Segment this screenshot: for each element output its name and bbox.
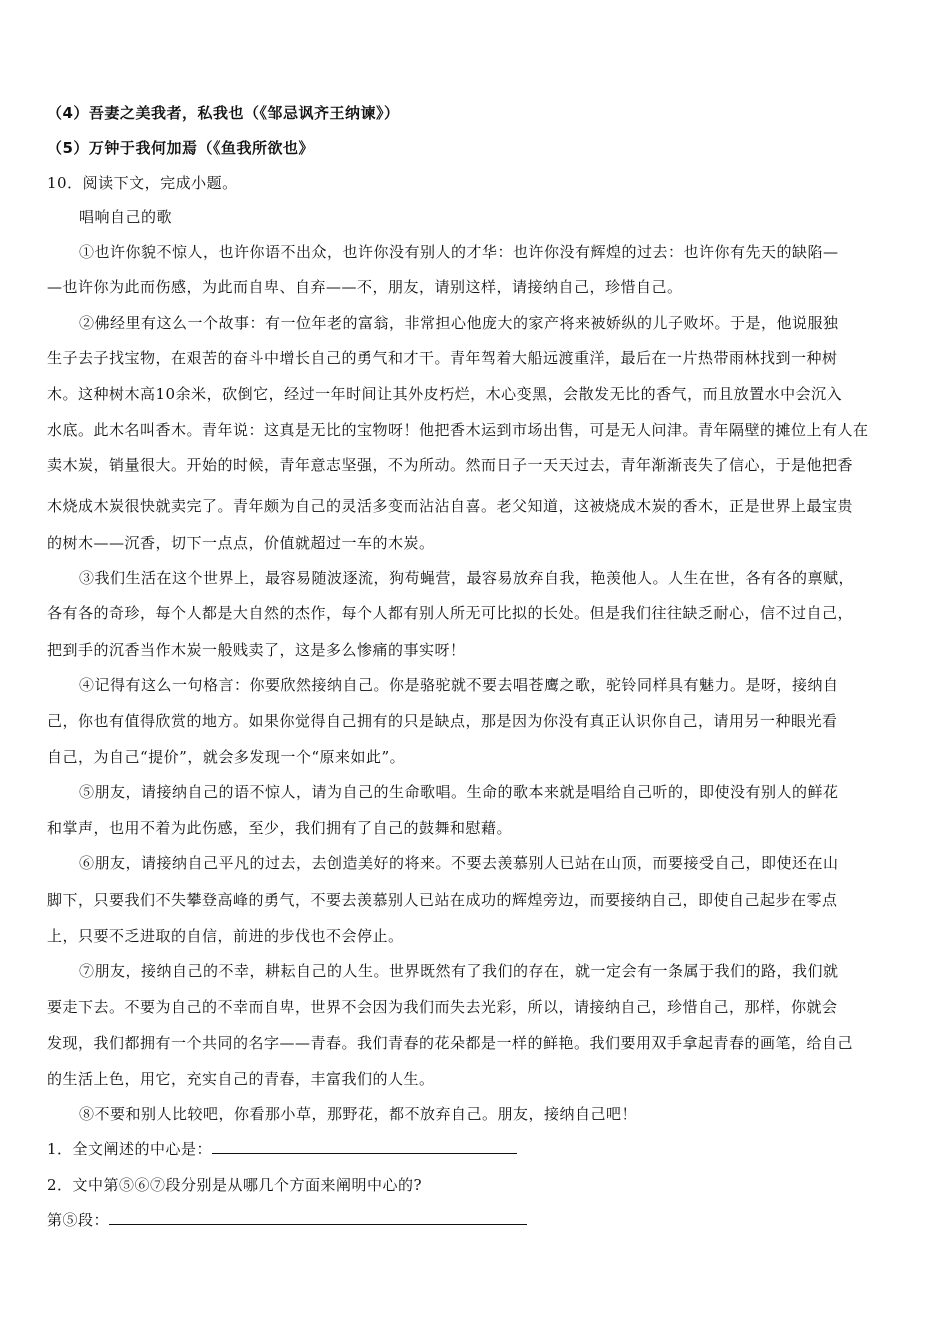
passage-line: ③我们生活在这个世界上，最容易随波逐流，狗苟蝇营，最容易放弃自我，艳羡他人。人生在世，各有各的禀赋， xyxy=(79,569,855,587)
passage-line: 脚下，只要我们不失攀登高峰的勇气，不要去羡慕别人已站在成功的辉煌旁边，而要接纳自己，即使自己起步在零点 xyxy=(47,891,838,909)
passage-line: 己，你也有值得欣赏的地方。如果你觉得自己拥有的只是缺点，那是因为你没有真正认识你自己，请用另一种眼光看 xyxy=(47,712,838,730)
answer-blank-para5[interactable] xyxy=(109,1210,527,1225)
passage-line: ④记得有这么一句格言：你要欣然接纳自己。你是骆驼就不要去唱苍鹰之歌，驼铃同样具有魅力。是呀，接纳自 xyxy=(79,676,839,694)
passage-line: 和掌声，也用不着为此伤感，至少，我们拥有了自己的鼓舞和慰藉。 xyxy=(47,819,513,837)
passage-line: ⑦朋友，接纳自己的不幸，耕耘自己的人生。世界既然有了我们的存在，就一定会有一条属于我们的路，我们就 xyxy=(79,962,839,980)
question-2-para5 xyxy=(47,1210,905,1230)
passage-line: 要走下去。不要为自己的不幸而自卑，世界不会因为我们而失去光彩，所以，请接纳自己，珍惜自己，那样，你就会 xyxy=(47,998,838,1016)
passage-line: ⑥朋友，请接纳自己平凡的过去，去创造美好的将来。不要去羡慕别人已站在山顶，而要接受自己，即使还在山 xyxy=(79,854,839,872)
passage-line: ②佛经里有这么一个故事：有一位年老的富翁，非常担心他庞大的家产将来被娇纵的儿子败坏。于是，他说服独 xyxy=(79,314,839,332)
passage-line: 的树木——沉香，切下一点点，价值就超过一车的木炭。 xyxy=(47,534,435,552)
item-4: （4）吾妻之美我者，私我也（《邹忌讽齐王纳谏》） xyxy=(47,104,400,122)
question-2: 2．文中第⑤⑥⑦段分别是从哪几个方面来阐明中心的? xyxy=(47,1176,423,1194)
passage-line: 发现，我们都拥有一个共同的名字——青春。我们青春的花朵都是一样的鲜艳。我们要用双手拿起青春的画笔，给自己 xyxy=(47,1034,854,1052)
passage-line: 上，只要不乏进取的自信，前进的步伐也不会停止。 xyxy=(47,927,404,945)
passage-line: 卖木炭，销量很大。开始的时候，青年意志坚强，不为所动。然而日子一天天过去，青年渐渐丧失了信心，于是他把香 xyxy=(47,456,854,474)
item-5: （5）万钟于我何加焉（《鱼我所欲也》 xyxy=(47,139,314,157)
answer-blank-1[interactable] xyxy=(212,1139,517,1154)
question-1-text: 1．全文阐述的中心是： xyxy=(47,1140,213,1158)
question-10-header: 10．阅读下文，完成小题。 xyxy=(47,174,238,192)
question-2-para5-label: 第⑤段： xyxy=(47,1211,110,1229)
passage-line: 水底。此木名叫香木。青年说：这真是无比的宝物呀！他把香木运到市场出售，可是无人问津。青年隔壁的摊位上有人在 xyxy=(47,421,869,439)
passage-line: ⑧不要和别人比较吧，你看那小草，那野花，都不放弃自己。朋友，接纳自己吧！ xyxy=(79,1105,638,1123)
passage-line: ⑤朋友，请接纳自己的语不惊人，请为自己的生命歌唱。生命的歌本来就是唱给自己听的，即使没有别人的鲜花 xyxy=(79,783,839,801)
passage-line: 把到手的沉香当作木炭一般贱卖了，这是多么惨痛的事实呀！ xyxy=(47,641,466,659)
passage-line: 木。这种树木高10余米，砍倒它，经过一年时间让其外皮朽烂，木心变黑，会散发无比的香气，而且放置水中会沉入 xyxy=(47,385,843,403)
question-1 xyxy=(47,1139,905,1159)
passage-line: —也许你为此而伤感，为此而自卑、自弃——不，朋友，请别这样，请接纳自己，珍惜自己。 xyxy=(47,278,683,296)
passage-line: 自己，为自己“提价”，就会多发现一个“原来如此”。 xyxy=(47,748,406,766)
passage-line: ①也许你貌不惊人，也许你语不出众，也许你没有别人的才华：也许你没有辉煌的过去：也许你有先天的缺陷— xyxy=(79,243,839,261)
passage-line: 的生活上色，用它，充实自己的青春，丰富我们的人生。 xyxy=(47,1070,435,1088)
passage-title: 唱响自己的歌 xyxy=(79,208,173,226)
passage-line: 生子去子找宝物，在艰苦的奋斗中增长自己的勇气和才干。青年驾着大船远渡重洋，最后在一片热带雨林找到一种树 xyxy=(47,349,838,367)
passage-line: 各有各的奇珍，每个人都是大自然的杰作，每个人都有别人所无可比拟的长处。但是我们往往缺乏耐心，信不过自己， xyxy=(47,604,854,622)
passage-line: 木烧成木炭很快就卖完了。青年颇为自己的灵活多变而沾沾自喜。老父知道，这被烧成木炭的香木，正是世界上最宝贵 xyxy=(47,497,854,515)
